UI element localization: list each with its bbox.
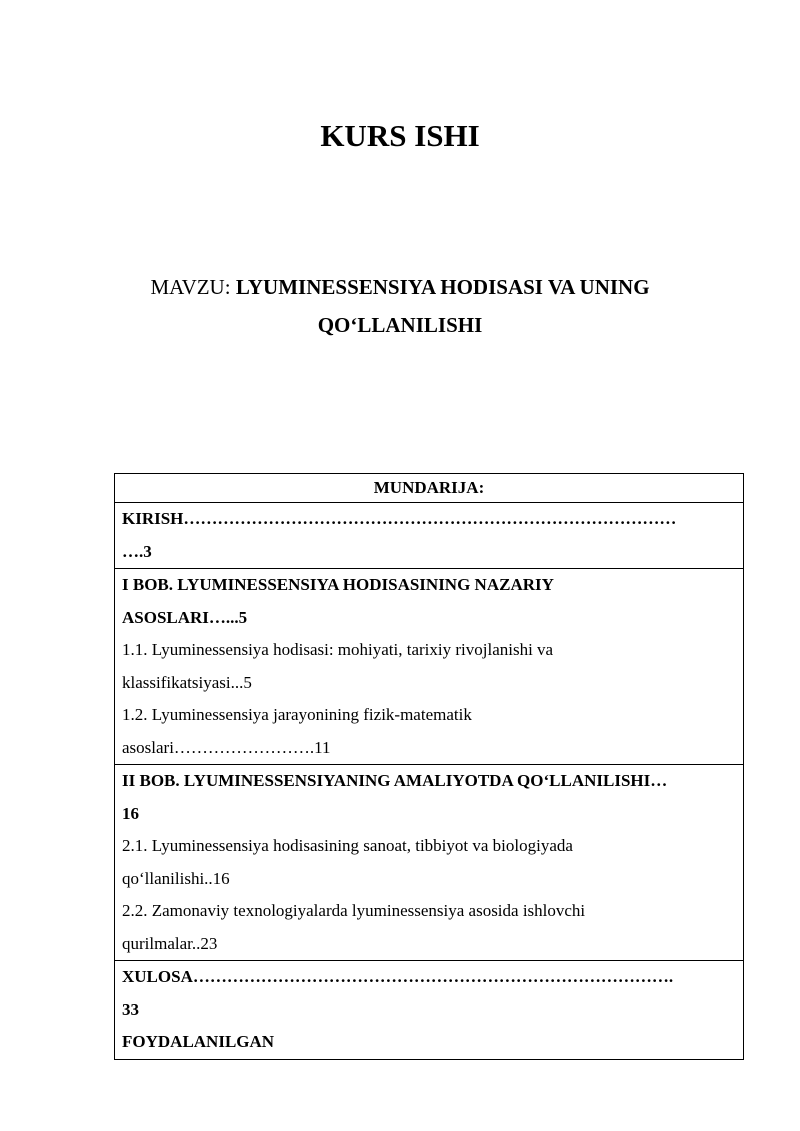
document-title: KURS ISHI	[320, 118, 480, 153]
topic-title-line-2: QO‘LLANILISHI	[317, 313, 483, 337]
toc-section-chapter-1	[115, 569, 743, 765]
topic-line-1	[0, 268, 800, 306]
toc-entry-chapter-1: I BOB. LYUMINESSENSIYA HODISASINING NAZARIY	[122, 575, 554, 594]
toc-section-chapter-2	[115, 765, 743, 961]
toc-entry-chapter-2: II BOB. LYUMINESSENSIYANING AMALIYOTDA QO‘LLANILISHI…	[122, 771, 668, 790]
toc-section-conclusion	[115, 961, 743, 1059]
toc-entry-1-2: 1.2. Lyuminessensiya jarayonining fizik-matematik	[122, 705, 472, 724]
toc-entry-kirish: KIRISH……………………………………………………………………………	[122, 509, 677, 528]
toc-entry-xulosa: XULOSA………………………………………………………………………….	[122, 967, 674, 986]
toc-entry-xulosa-page: 33	[122, 999, 139, 1019]
toc-entry-1-1-cont: klassifikatsiyasi...5	[122, 672, 252, 692]
toc-section-intro	[115, 503, 743, 569]
toc-entry-chapter-1-cont: ASOSLARI…...5	[122, 607, 248, 627]
toc-entry-1-2-cont: asoslari…………………….11	[122, 737, 331, 757]
topic-label: MAVZU:	[150, 275, 231, 299]
toc-entry-2-2: 2.2. Zamonaviy texnologiyalarda lyuminessensiya asosida ishlovchi	[122, 901, 586, 920]
toc-heading: MUNDARIJA:	[115, 474, 743, 503]
toc-entry-2-1-cont: qo‘llanilishi..16	[122, 868, 230, 888]
toc-entry-kirish-page: ….3	[122, 541, 152, 561]
topic-title: LYUMINESSENSIYA HODISASI VA UNING	[235, 275, 650, 299]
topic-block	[0, 268, 800, 344]
table-of-contents	[114, 473, 744, 1060]
toc-entry-chapter-2-cont: 16	[122, 803, 139, 823]
toc-entry-1-1: 1.1. Lyuminessensiya hodisasi: mohiyati, tarixiy rivojlanishi va	[122, 640, 554, 659]
toc-entry-references: FOYDALANILGAN	[122, 1032, 275, 1051]
toc-entry-2-2-cont: qurilmalar..23	[122, 933, 218, 953]
toc-entry-2-1: 2.1. Lyuminessensiya hodisasining sanoat, tibbiyot va biologiyada	[122, 836, 573, 855]
